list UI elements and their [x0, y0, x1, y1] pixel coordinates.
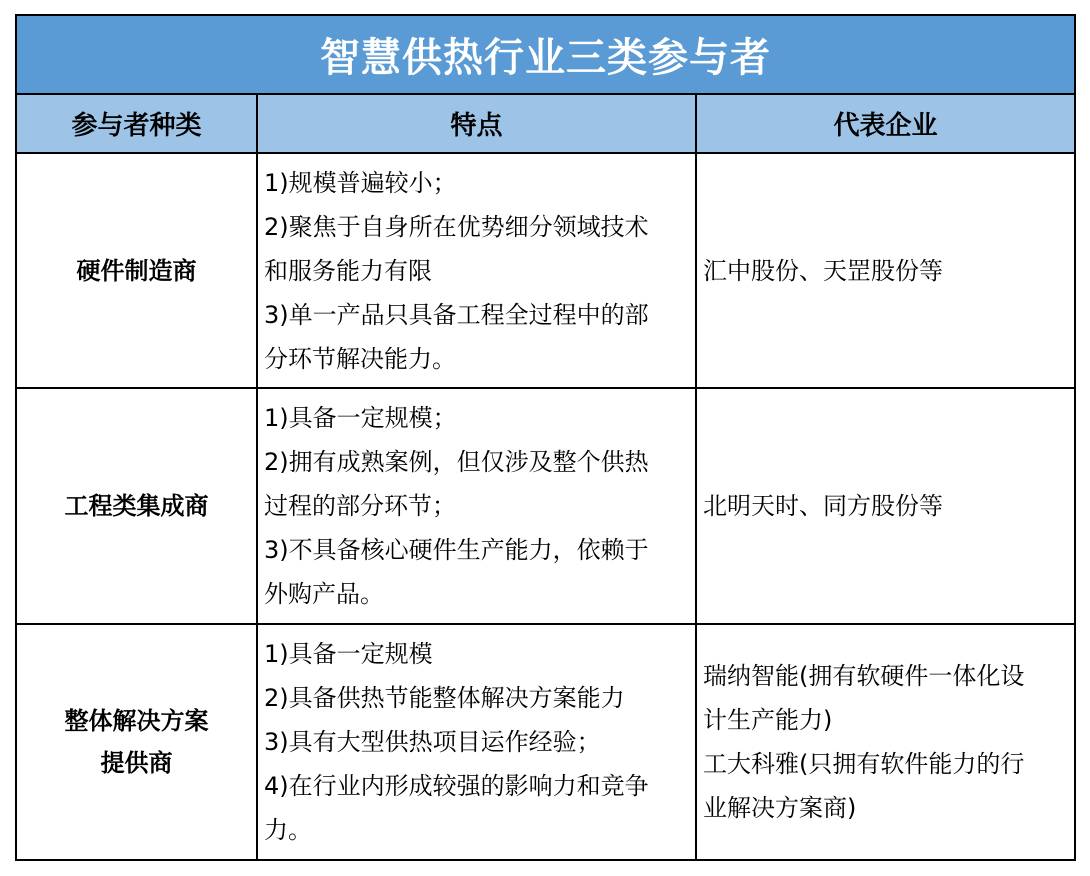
feature-line: 3)单一产品只具备工程全过程中的部: [264, 300, 649, 329]
features-cell: [257, 624, 696, 860]
table-row: [16, 388, 1075, 624]
enterprise-line: 工大科雅(只拥有软件能力的行: [703, 750, 1025, 778]
feature-line: 和服务能力有限: [264, 256, 432, 285]
participant-type: 硬件制造商: [76, 256, 197, 285]
participant-type-cell: [16, 388, 257, 624]
enterprise-line: 计生产能力): [703, 706, 833, 734]
participant-type: 工程类集成商: [64, 492, 209, 520]
feature-line: 2)拥有成熟案例，但仅涉及整个供热: [264, 448, 649, 476]
enterprise-line: 瑞纳智能(拥有软硬件一体化设: [703, 662, 1025, 690]
feature-line: 过程的部分环节；: [264, 492, 456, 520]
title-row: [16, 15, 1075, 94]
feature-line: 3)具有大型供热项目运作经验；: [264, 728, 601, 756]
title-cell: [16, 15, 1075, 94]
table-title: 智慧供热行业三类参与者: [320, 35, 771, 81]
feature-line: 分环节解决能力。: [264, 344, 456, 373]
enterprises-cell: [696, 153, 1075, 388]
feature-line: 3)不具备核心硬件生产能力，依赖于: [264, 536, 649, 564]
feature-line: 2)聚焦于自身所在优势细分领域技术: [264, 212, 649, 241]
participant-type: 整体解决方案: [64, 707, 209, 735]
participants-table-container: [15, 14, 1074, 861]
participant-type-cell: [16, 624, 257, 860]
features-cell: [257, 153, 696, 388]
table-row: [16, 153, 1075, 388]
enterprise-line: 业解决方案商): [703, 794, 857, 822]
feature-line: 2)具备供热节能整体解决方案能力: [264, 684, 625, 712]
enterprises-cell: [696, 624, 1075, 860]
header-type: 参与者种类: [16, 94, 257, 153]
enterprise-line: 北明天时、同方股份等: [703, 492, 943, 520]
header-features: 特点: [257, 94, 696, 153]
participants-table: [15, 14, 1076, 861]
participant-type-cell: [16, 153, 257, 388]
feature-line: 1)具备一定规模；: [264, 404, 457, 432]
features-cell: [257, 388, 696, 624]
feature-line: 力。: [264, 816, 312, 844]
header-enterprises: 代表企业: [696, 94, 1075, 153]
feature-line: 1)规模普遍较小；: [264, 168, 457, 197]
feature-line: 外购产品。: [264, 580, 384, 608]
enterprise-line: 汇中股份、天罡股份等: [703, 256, 943, 285]
enterprises-cell: [696, 388, 1075, 624]
feature-line: 1)具备一定规模: [264, 640, 433, 668]
header-row: [16, 94, 1075, 153]
participant-type: 提供商: [100, 749, 173, 777]
table-row: [16, 624, 1075, 860]
feature-line: 4)在行业内形成较强的影响力和竞争: [264, 772, 649, 800]
